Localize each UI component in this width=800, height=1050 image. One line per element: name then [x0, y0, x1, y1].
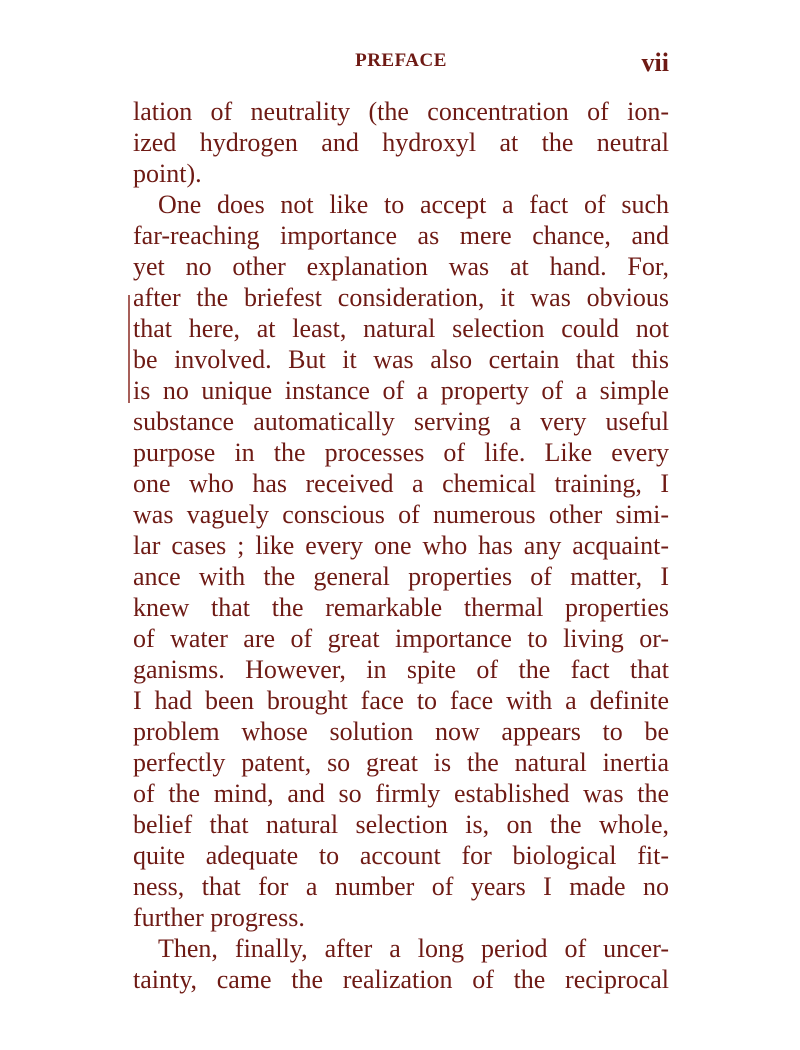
running-head: PREFACE	[355, 50, 447, 71]
text-line: I had been brought face to face with a definite	[133, 686, 669, 715]
text-line: one who has received a chemical training, I	[133, 469, 669, 498]
text-line: purpose in the processes of life. Like every	[133, 438, 669, 467]
text-line: tainty, came the realization of the reciprocal	[133, 965, 669, 994]
text-line: lar cases ; like every one who has any acquaint-	[133, 531, 669, 560]
text-line: ized hydrogen and hydroxyl at the neutral	[133, 128, 669, 157]
text-line: problem whose solution now appears to be	[133, 717, 669, 746]
text-line: ness, that for a number of years I made no	[133, 872, 669, 901]
text-line: Then, finally, after a long period of uncer-	[158, 934, 669, 963]
text-line: of water are of great importance to living or-	[133, 624, 669, 653]
text-line: quite adequate to account for biological fit-	[133, 841, 669, 870]
text-line: knew that the remarkable thermal properties	[133, 593, 669, 622]
page-number: vii	[641, 48, 669, 77]
text-line: One does not like to accept a fact of such	[158, 190, 669, 219]
text-line: was vaguely conscious of numerous other simi-	[133, 500, 669, 529]
text-line: yet no other explanation was at hand. For,	[133, 252, 669, 281]
text-line: belief that natural selection is, on the whole,	[133, 810, 669, 839]
body-text	[133, 96, 669, 995]
text-line: far-reaching importance as mere chance, and	[133, 221, 669, 250]
text-line: be involved. But it was also certain that this	[133, 345, 669, 374]
page-header	[133, 50, 669, 80]
text-line: lation of neutrality (the concentration of ion-	[133, 97, 669, 126]
text-line: is no unique instance of a property of a simple	[133, 376, 669, 405]
margin-pencil-mark	[128, 295, 130, 403]
text-line: ganisms. However, in spite of the fact that	[133, 655, 669, 684]
text-line: substance automatically serving a very useful	[133, 407, 669, 436]
text-line: after the briefest consideration, it was obvious	[133, 283, 669, 312]
text-line: that here, at least, natural selection could not	[133, 314, 669, 343]
text-line: perfectly patent, so great is the natural inertia	[133, 748, 669, 777]
text-line: of the mind, and so firmly established was the	[133, 779, 669, 808]
text-line: point).	[133, 159, 202, 188]
text-line: ance with the general properties of matter, I	[133, 562, 669, 591]
text-line: further progress.	[133, 903, 305, 932]
